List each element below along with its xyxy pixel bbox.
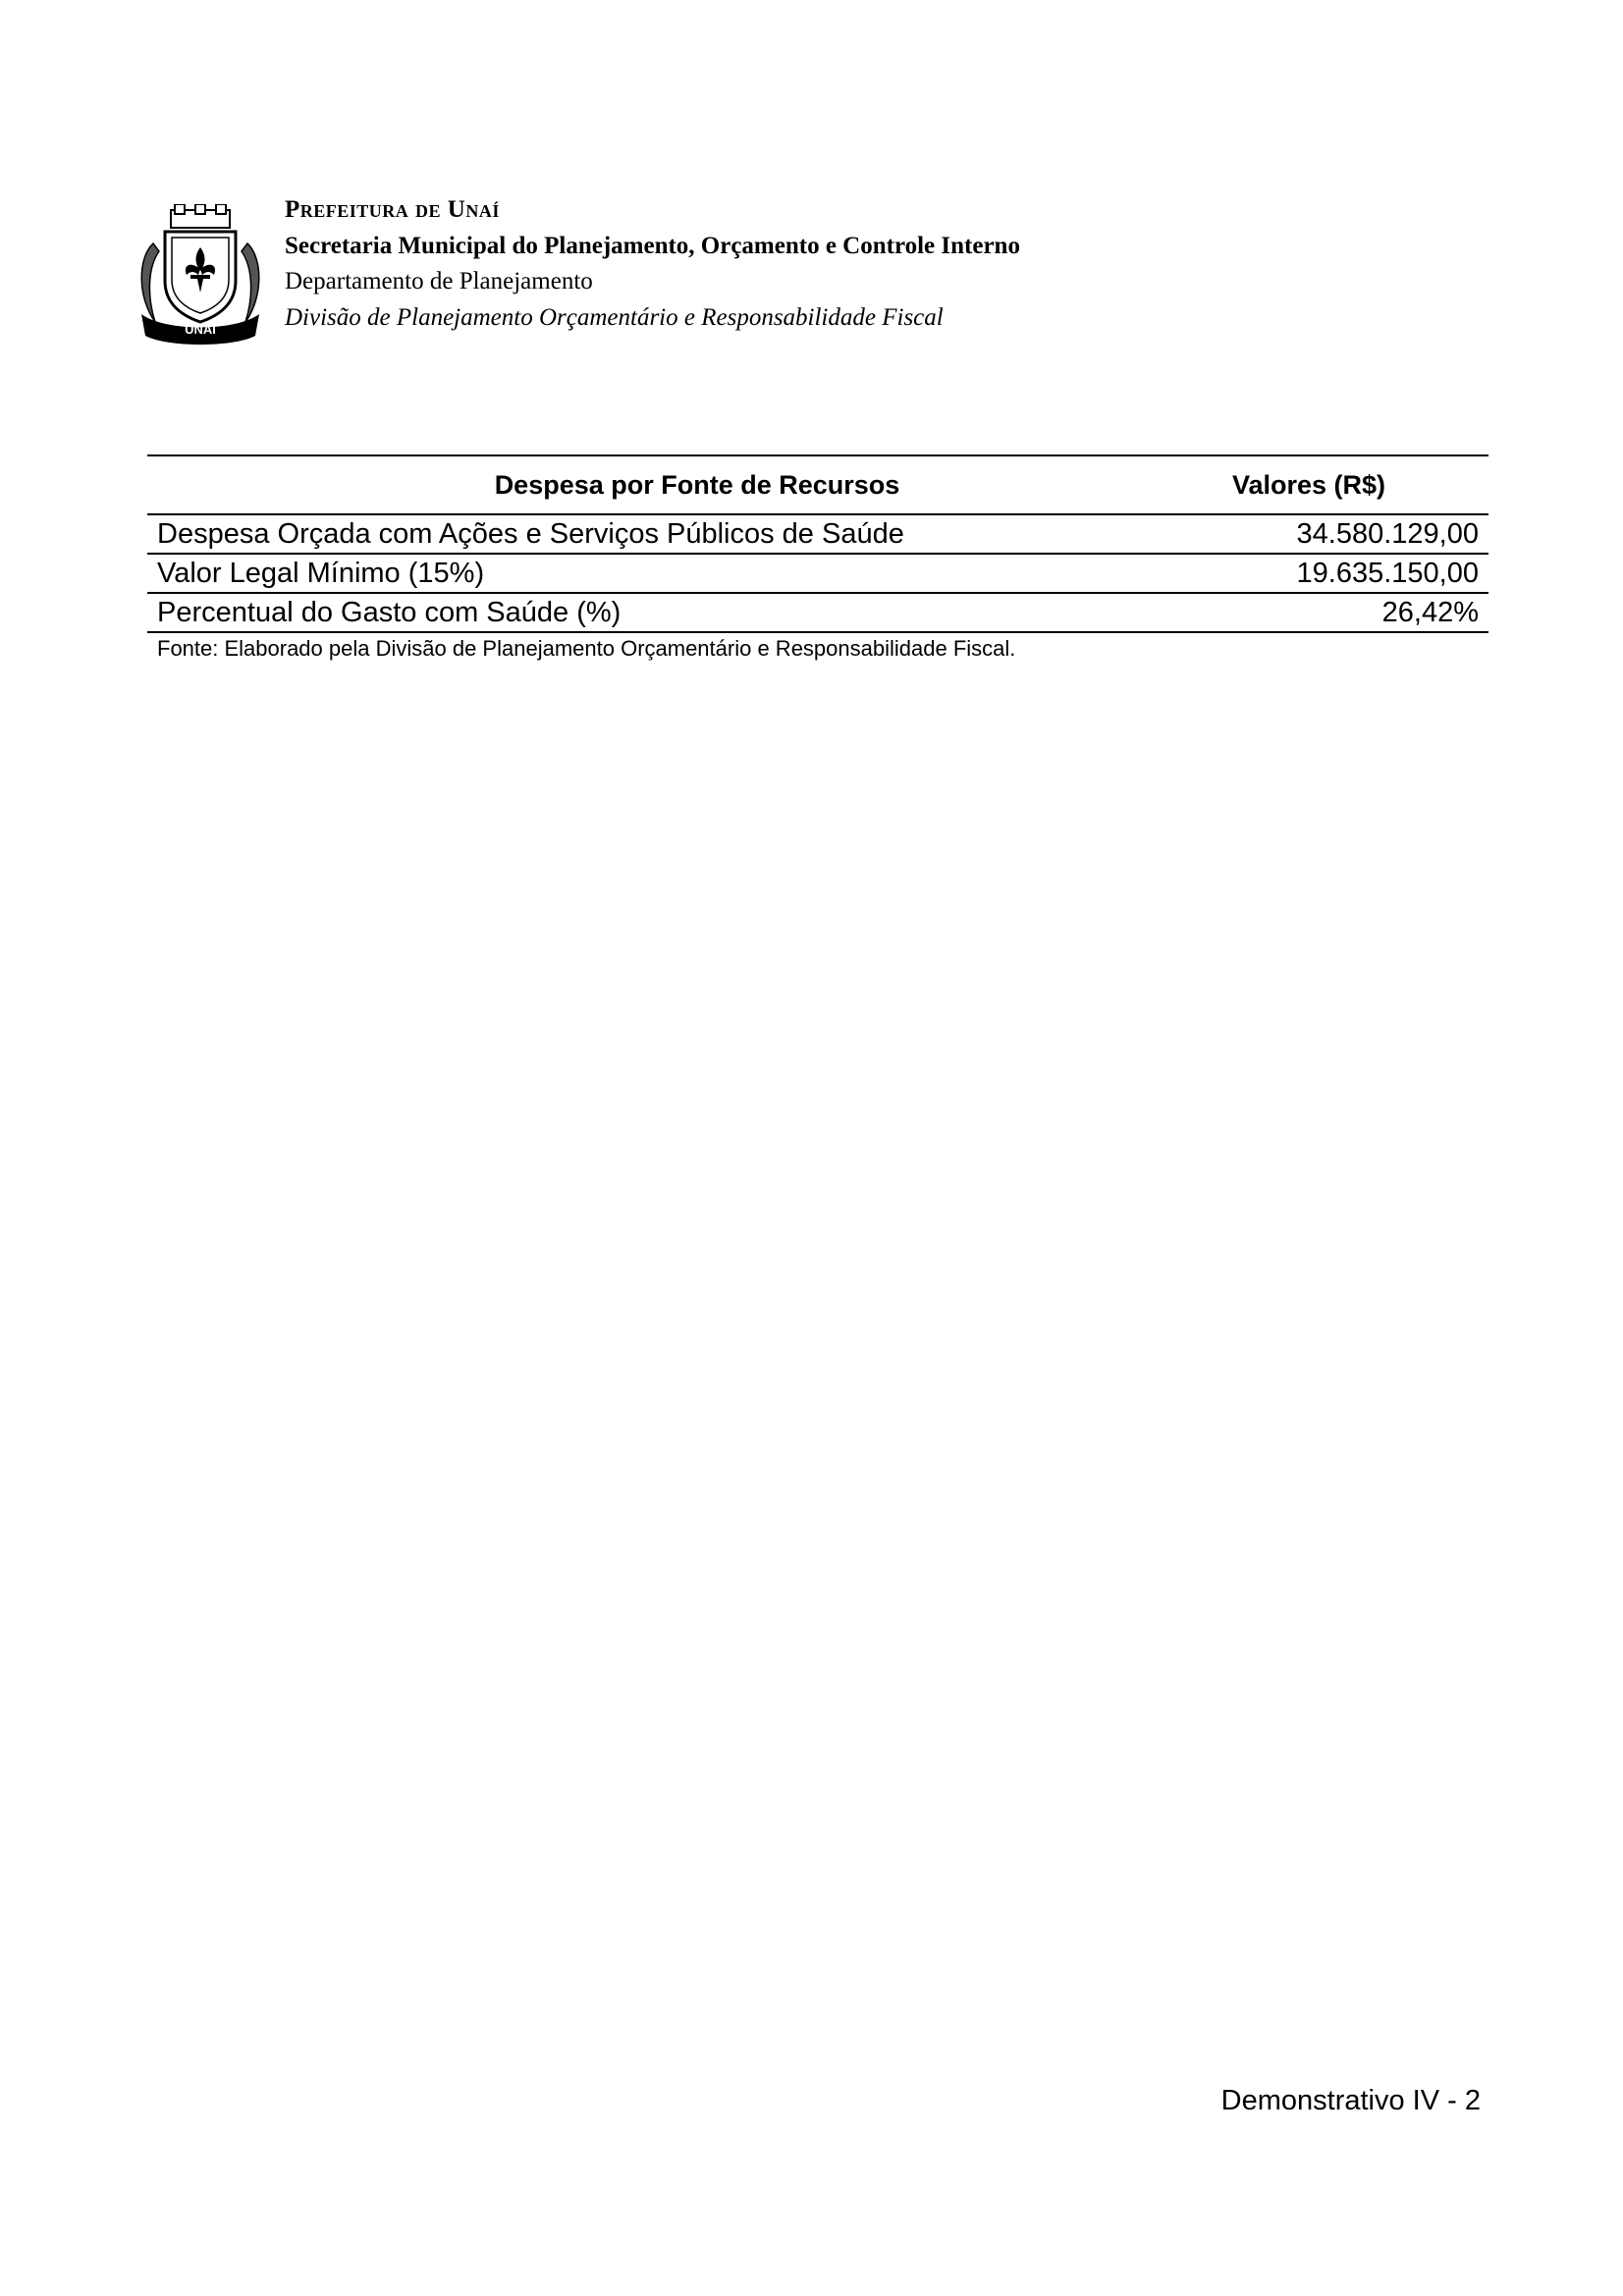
unai-coat-of-arms-icon (135, 204, 265, 347)
org-title: Prefeitura de Unaí (285, 196, 500, 223)
table-source-note: Fonte: Elaborado pela Divisão de Planejamento Orçamentário e Responsabilidade Fiscal. (157, 636, 1016, 661)
table-row (147, 593, 1488, 632)
document-header (135, 192, 1216, 349)
row-label: Percentual do Gasto com Saúde (%) (147, 593, 1129, 632)
row-value: 26,42% (1129, 593, 1488, 632)
row-value: 19.635.150,00 (1129, 554, 1488, 593)
health-expense-table (147, 454, 1488, 633)
row-label: Valor Legal Mínimo (15%) (147, 554, 1129, 593)
column-header-value: Valores (R$) (1129, 455, 1488, 514)
table-header-row (147, 455, 1488, 514)
header-text-block (285, 192, 1020, 336)
table-row (147, 554, 1488, 593)
crest-ribbon-text: UNAÍ (185, 322, 216, 337)
column-header-source: Despesa por Fonte de Recursos (147, 455, 1129, 514)
row-label: Despesa Orçada com Ações e Serviços Públicos de Saúde (147, 514, 1129, 554)
org-department: Departamento de Planejamento (285, 268, 593, 294)
row-value: 34.580.129,00 (1129, 514, 1488, 554)
table-row (147, 514, 1488, 554)
org-secretaria: Secretaria Municipal do Planejamento, Orçamento e Controle Interno (285, 233, 1020, 259)
page-footer-label: Demonstrativo IV - 2 (1220, 2085, 1481, 2116)
org-division: Divisão de Planejamento Orçamentário e Responsabilidade Fiscal (285, 304, 944, 331)
